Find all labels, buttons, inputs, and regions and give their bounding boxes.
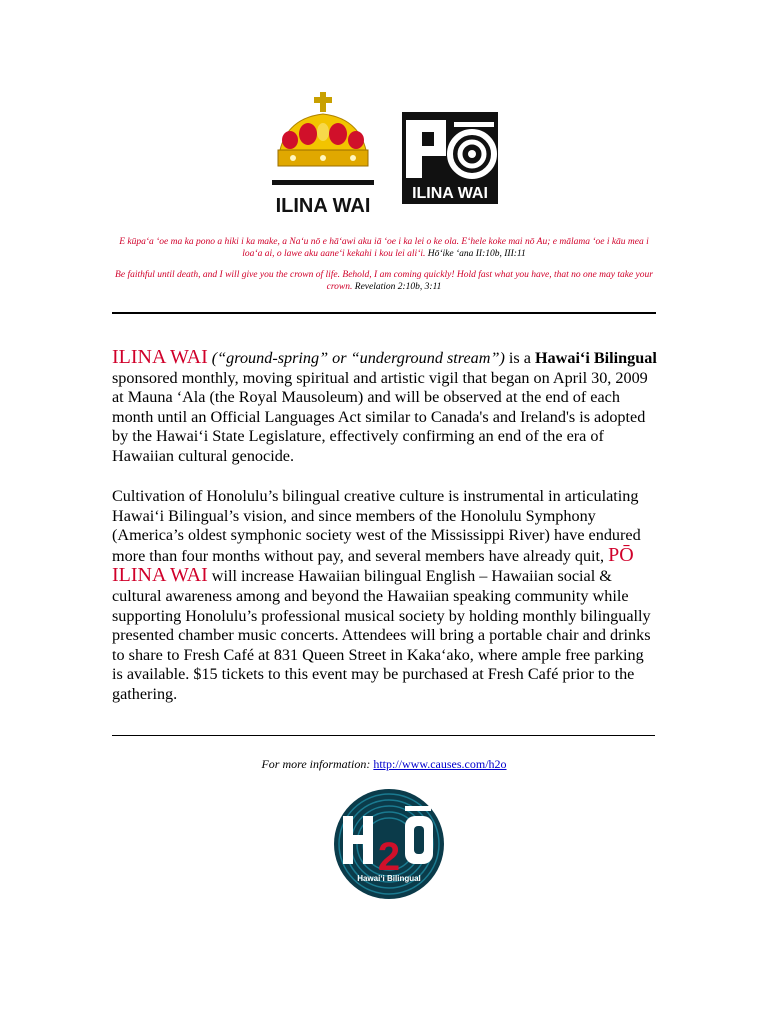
hawaiian-verse xyxy=(112,237,656,260)
hawaiian-verse-text: E kūpaʻa ʻoe ma ka pono a hiki i ka make, a Naʻu nō e hāʻawi aku iā ʻoe i ka lei o ke ola. Eʻhele koke mai nō Au; e mālama ʻoe i kāu mea i loaʻa ai, o lawe aku aaneʻi kekahi i kou lei aliʻi. xyxy=(119,237,649,259)
svg-text:2: 2 xyxy=(377,835,401,879)
bottom-divider xyxy=(112,735,655,736)
cultivation-body-2: will increase Hawaiian bilingual English – Hawaiian social & cultural awareness among and beyond the Hawaiian speaking community while supporting Honolulu’s professional musical society by holding monthly bilingually presented chamber music concerts. Attendees will bring a portable chair and drinks to share to Fresh Café at 831 Queen Street in Kakaʻako, where ample free parking is available. $15 tickets to this event may be purchased at Fresh Café prior to the gathering. xyxy=(112,567,651,703)
english-verse-text: Be faithful until death, and I will give you the crown of life. Behold, I am coming quickly! Hold fast what you have, that no one may take your crown. xyxy=(115,270,653,292)
causes-link[interactable]: http://www.causes.com/h2o xyxy=(373,757,507,771)
po-ilina-wai-title: PŌ ILINA WAI xyxy=(112,543,634,587)
more-info-label: For more information: xyxy=(261,757,374,771)
intro-body: sponsored monthly, moving spiritual and artistic vigil that began on April 30, 2009 at Mauna ʻAla (the Royal Mausoleum) and will be observed at the end of each month until an Official Languages Act similar to Canada's and Ireland's is adopted by the Hawaiʻi State Legislature, effectively confirming an end of the era of Hawaiian cultural genocide. xyxy=(112,368,648,465)
top-divider xyxy=(112,312,656,314)
cultivation-body-1: Cultivation of Honolulu’s bilingual creative culture is instrumental in articulating Hawaiʻi Bilingual’s vision, and since members of the Honolulu Symphony (America’s oldest symphonic society west of the Mississippi River) have endured more than four months without pay, and several members have already quit, xyxy=(112,487,641,565)
po-logo xyxy=(402,112,498,204)
more-info xyxy=(0,757,768,772)
org-name: Hawaiʻi Bilingual xyxy=(534,349,657,367)
english-verse-ref: Revelation 2:10b, 3:11 xyxy=(354,281,442,292)
left-logo-text: ILINA WAI xyxy=(275,195,371,217)
ilina-wai-title: ILINA WAI xyxy=(112,346,208,368)
crown-logo xyxy=(268,88,378,218)
ilina-wai-gloss: (“ground-spring” or “underground stream”) xyxy=(211,349,505,367)
h2o-logo xyxy=(333,788,445,900)
intro-is-a: is a xyxy=(504,349,535,367)
logo-row xyxy=(0,88,768,218)
h2o-caption: Hawaiʻi Bilingual xyxy=(357,874,421,883)
hawaiian-verse-ref: Hōʻike ʻana II:10b, III:11 xyxy=(427,248,526,259)
cultivation-paragraph xyxy=(112,487,658,705)
right-logo-text: ILINA WAI xyxy=(412,185,488,202)
intro-paragraph xyxy=(112,348,658,467)
english-verse xyxy=(112,270,656,293)
